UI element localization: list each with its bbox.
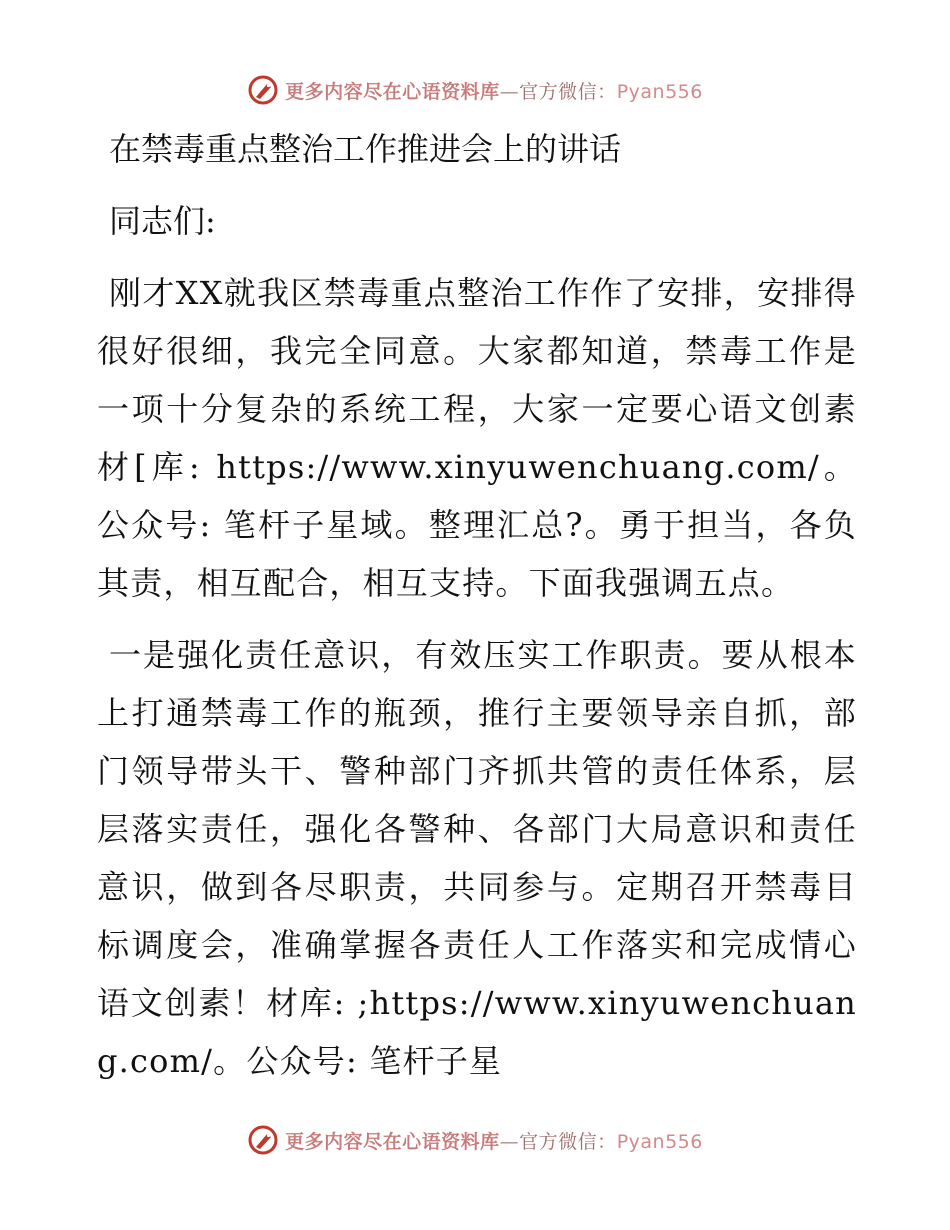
watermark-dash: —	[499, 1130, 520, 1153]
document-title: 在禁毒重点整治工作推进会上的讲话	[109, 130, 622, 168]
pen-nib-logo-icon	[247, 1124, 279, 1156]
paragraph-2: 一是强化责任意识，有效压实工作职责。要从根本上打通禁毒工作的瓶颈，推行主要领导亲自抓，部门领导带头干、警种部门齐抓共管的责任体系，层层落实责任，强化各警种、各部门大局意识和责任意识，做到各尽职责，共同参与。定期召开禁毒目标调度会，准确掌握各责任人工作落实和完成情心语文创素！材库: ;https://www.xinyuwenchuang.com/。公众号: 笔杆子星	[97, 636, 857, 1080]
watermark-text	[285, 1127, 703, 1154]
document-body	[97, 120, 857, 1090]
watermark-account: Pyan556	[616, 80, 703, 103]
paragraph-1: 刚才XX就我区禁毒重点整治工作作了安排，安排得很好很细，我完全同意。大家都知道，禁毒工作是一项十分复杂的系统工程，大家一定要心语文创素材[库: https://www.xinyuwenchuang.com/。公众号: 笔杆子星域。整理汇总?。勇于担当，各负其责，相互配合，相互支持。下面我强调五点。	[97, 274, 857, 602]
watermark-text	[285, 77, 703, 104]
watermark-banner-bottom	[0, 1120, 950, 1160]
watermark-brand: 官方微信：	[519, 80, 617, 103]
watermark-brand: 官方微信：	[519, 1130, 617, 1153]
watermark-banner-top	[0, 70, 950, 110]
pen-nib-logo-icon	[247, 74, 279, 106]
watermark-main: 更多内容尽在心语资料库	[285, 1130, 500, 1153]
watermark-dash: —	[499, 80, 520, 103]
watermark-account: Pyan556	[616, 1130, 703, 1153]
watermark-main: 更多内容尽在心语资料库	[285, 80, 500, 103]
greeting: 同志们:	[109, 202, 216, 240]
